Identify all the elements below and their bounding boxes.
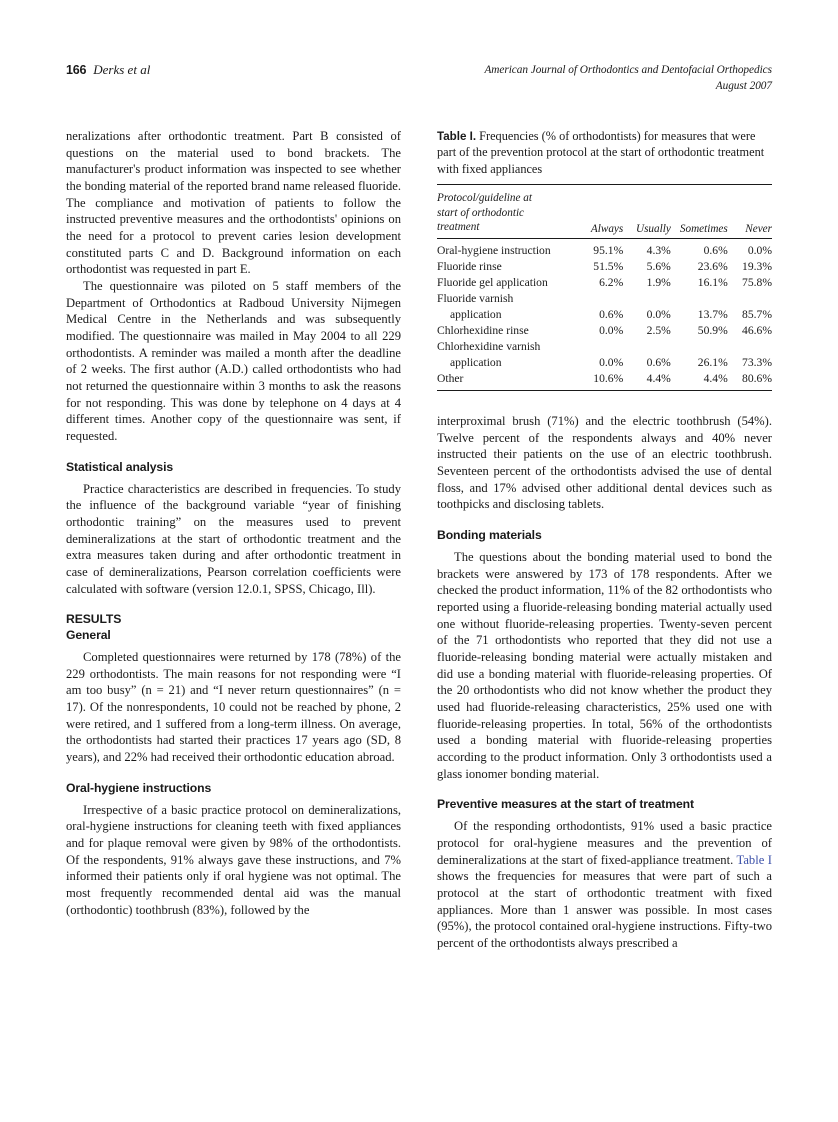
row-label: Oral-hygiene instruction [437,243,551,257]
journal-title: American Journal of Orthodontics and Dentofacial Orthopedics [484,64,772,76]
right-column [437,128,772,952]
cell-usually: 4.3% [646,243,671,257]
row-label: Other [437,371,464,385]
paragraph: Completed questionnaires were returned by 178 (78%) of the 229 orthodontists. The main reasons for not responding were “I am too busy” (n = 21) and “I never return questionnaires” (n = 17). Of the nonrespondents, 10 could not be reached by phone, 2 were retired, and 1 suffered from a long-term illness. On average, the orthodontists had started their practices 17 years ago (SD, 8 years), and 22% had received their orthodontic education abroad. [66,650,401,765]
table-row-label-continuation [437,290,772,306]
column-header-usually: Usually [636,222,671,235]
cell-usually: 5.6% [646,259,671,273]
cell-usually: 0.0% [646,307,671,321]
cell-sometimes: 4.4% [703,371,728,385]
paragraph: The questions about the bonding material used to bond the brackets were answered by 173 of 178 respondents. After we checked the product information, 11% of the 82 orthodontists who reported using a fluoride-releasing bonding material actually used one without fluoride-releasing properties. Twenty-seven percent of the 71 orthodontists who reported that they did not use a fluoride-releasing bonding material were actually mistaken and did use a bonding material with fluoride-releasing properties. Of the 20 orthodontists who did not know whether the product they used had fluoride-releasing characteristics, 25% used one with fluoride-releasing properties. In total, 56% of the orthodontists used a bonding material with fluoride-releasing properties according to the product information. Only 3 orthodontists used a glass ionomer bonding material. [437,550,772,781]
cell-sometimes: 23.6% [697,259,728,273]
stub-header-line: Protocol/guideline at [437,192,532,205]
left-column [66,128,401,952]
cell-never: 75.8% [742,275,772,289]
table-row [437,238,772,258]
running-head-left [66,62,150,78]
cell-always: 0.6% [599,307,624,321]
cell-usually: 1.9% [646,275,671,289]
table-row [437,274,772,290]
stub-header-line: treatment [437,221,480,234]
cell-sometimes: 50.9% [697,323,728,337]
row-label-cont: application [450,307,502,321]
cell-never: 46.6% [742,323,772,337]
paragraph-text-before-link: Of the responding orthodontists, 91% used a basic practice protocol for oral-hygiene measures and the prevention of demineralizations at the start of fixed-appliance treatment. [437,819,772,867]
heading-results: RESULTS [66,612,122,627]
cell-sometimes: 13.7% [697,307,728,321]
cell-usually: 4.4% [646,371,671,385]
running-head [66,62,772,94]
body-columns [66,128,772,952]
cell-sometimes: 16.1% [697,275,728,289]
column-header-always: Always [590,222,624,235]
heading-oral-hygiene-instructions: Oral-hygiene instructions [66,780,212,795]
column-header-sometimes: Sometimes [679,222,728,235]
cell-always: 95.1% [593,243,624,257]
table-head [437,185,772,239]
table-caption [437,128,772,177]
table-body [437,238,772,390]
cell-always: 51.5% [593,259,624,273]
cell-never: 85.7% [742,307,772,321]
table-row [437,370,772,390]
table-stub-header [437,185,574,239]
table-row [437,322,772,338]
paragraph: interproximal brush (71%) and the electric toothbrush (54%). Twelve percent of the respondents always and 40% never instructed their patients on the use of an electric toothbrush. Seventeen percent of the orthodontists advised the use of dental floss, and 17% advised other additional dental devices such as toothpicks and disclosing tablets. [437,414,772,512]
cell-never: 73.3% [742,355,772,369]
cell-always: 10.6% [593,371,624,385]
heading-bonding-materials: Bonding materials [437,528,542,543]
table-row [437,306,772,322]
cell-sometimes: 0.6% [703,243,728,257]
table-header-row [437,185,772,239]
cell-usually: 0.6% [646,355,671,369]
paragraph: neralizations after orthodontic treatment. Part B consisted of questions on the material used to bond brackets. The manufacturer's product information was inspected to see whether the bonding material of the reported brand name released fluoride. The compliance and motivation of patients to follow the instructed preventive measures and the orthodontists' opinions on the need for a protocol to prevent caries lesion development constituted parts C and D. Background information on each orthodontist was requested in part E. [66,129,401,277]
page-number: 166 [66,63,87,77]
heading-general: General [66,628,111,643]
row-label: Chlorhexidine varnish [437,339,541,353]
cell-never: 0.0% [747,243,772,257]
issue-date: August 2007 [715,80,772,93]
table-row-label-continuation [437,338,772,354]
paragraph-text-after-link: shows the frequencies for measures that were part of such a protocol at the start of orthodontic treatment with fixed appliances. More than 1 answer was possible. In most cases (95%), the protocol contained oral-hygiene instructions. Fifty-two percent of the orthodontists always prescribed a [437,869,772,950]
cell-always: 0.0% [599,355,624,369]
heading-preventive-measures: Preventive measures at the start of treatment [437,797,694,812]
table-caption-text: Frequencies (% of orthodontists) for measures that were part of the prevention protocol at the start of orthodontic treatment with fixed appliances [437,129,765,176]
row-label: Fluoride gel application [437,275,548,289]
running-head-authors: Derks et al [93,62,151,77]
row-label: Chlorhexidine rinse [437,323,529,337]
table-i-cross-reference-link[interactable]: Table I [736,852,773,867]
stub-header-line: start of orthodontic [437,206,525,219]
prevention-protocol-table [437,184,772,391]
paragraph: The questionnaire was piloted on 5 staff members of the Department of Orthodontics at Radboud University Nijmegen Medical Centre in the Netherlands and was subsequently modified. The questionnaire was mailed in May 2004 to all 229 orthodontists. A reminder was mailed a month after the deadline of 2 weeks. The first author (A.D.) called orthodontists who had not returned the questionnaire within 3 months to ask the reasons for not responding. This was done by telephone on 4 days at 4 different times. Another copy of the questionnaire was sent, if requested. [66,279,401,444]
cell-always: 6.2% [599,275,624,289]
cell-never: 80.6% [742,371,772,385]
table-label: Table I. [437,130,477,143]
row-label-cont: application [450,355,502,369]
cell-usually: 2.5% [646,323,671,337]
cell-always: 0.0% [599,323,624,337]
row-label: Fluoride varnish [437,291,514,305]
paragraph-with-table-reference [437,818,772,951]
cell-never: 19.3% [742,259,772,273]
paragraph: Irrespective of a basic practice protocol on demineralizations, oral-hygiene instructions for cleaning teeth with fixed appliances and for plaque removal were given by 98% of the orthodontists. Of the respondents, 91% always gave these instructions, and 7% informed their patients only if oral hygiene was not optimal. The most frequently recommended dental aid was the manual (orthodontic) toothbrush (83%), followed by the [66,802,401,917]
column-header-never: Never [745,222,772,235]
running-head-right [484,62,772,94]
cell-sometimes: 26.1% [697,355,728,369]
row-label: Fluoride rinse [437,259,502,273]
paragraph: Practice characteristics are described in frequencies. To study the influence of the background variable “year of finishing orthodontic training” on the measures used to prevent demineralizations at the start of orthodontic treatment and the extra measures taken during and after orthodontic treatment in case of demineralizations, Pearson correlation coefficients were calculated with software (version 12.0.1, SPSS, Chicago, Ill). [66,481,401,596]
table-row [437,258,772,274]
table-row [437,354,772,370]
heading-statistical-analysis: Statistical analysis [66,459,174,474]
table-block [437,128,772,391]
